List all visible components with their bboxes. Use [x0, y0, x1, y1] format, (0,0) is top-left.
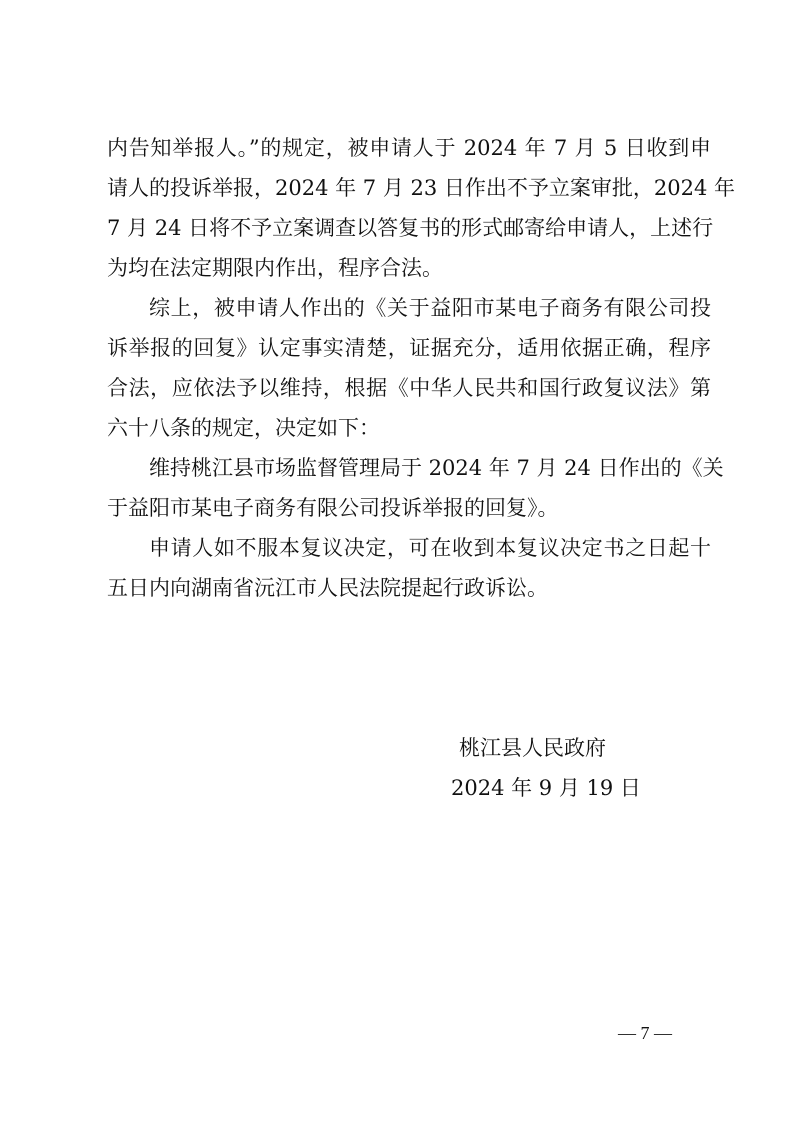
body-text-line: 综上，被申请人作出的《关于益阳市某电子商务有限公司投	[149, 296, 711, 320]
issuing-organization: 桃江县人民政府	[459, 736, 606, 760]
page-number: — 7 —	[618, 1023, 672, 1043]
body-text-line: 诉举报的回复》认定事实清楚，证据充分，适用依据正确，程序	[107, 336, 711, 360]
body-text-line: 六十八条的规定，决定如下：	[107, 416, 380, 440]
body-text-line: 于益阳市某电子商务有限公司投诉举报的回复》。	[107, 496, 559, 520]
body-text-line: 7 月 24 日将不予立案调查以答复书的形式邮寄给申请人，上述行	[107, 216, 714, 240]
body-text-line: 为均在法定期限内作出，程序合法。	[107, 256, 443, 280]
body-text-line: 内告知举报人。”的规定，被申请人于 2024 年 7 月 5 日收到申	[107, 136, 711, 160]
body-text-line: 请人的投诉举报，2024 年 7 月 23 日作出不予立案审批，2024 年	[107, 176, 736, 200]
body-text-line: 维持桃江县市场监督管理局于 2024 年 7 月 24 日作出的《关	[149, 456, 724, 480]
body-text-line: 申请人如不服本复议决定，可在收到本复议决定书之日起十	[149, 536, 711, 560]
body-text-line: 五日内向湖南省沅江市人民法院提起行政诉讼。	[107, 576, 548, 600]
body-text-line: 合法，应依法予以维持，根据《中华人民共和国行政复议法》第	[107, 376, 711, 400]
issue-date: 2024 年 9 月 19 日	[451, 776, 641, 800]
